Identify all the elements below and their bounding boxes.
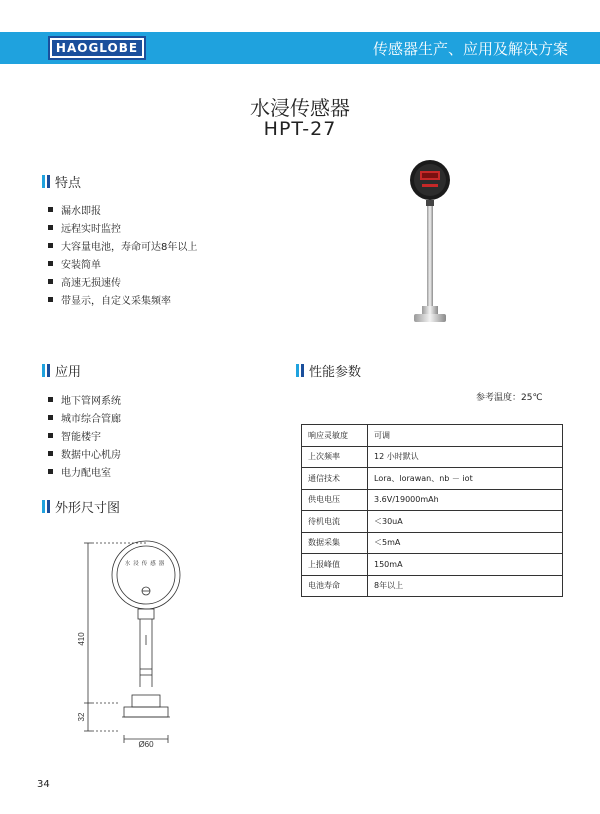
table-row: 数据采集 ＜5mA	[302, 532, 563, 554]
list-item: 城市综合管廊	[48, 408, 121, 426]
dial-text: 水浸传感器	[124, 561, 168, 567]
list-item: 高速无损速传	[48, 272, 197, 290]
brand-logo-text: HAOGLOBE	[52, 40, 142, 56]
product-title: 水浸传感器	[250, 96, 350, 120]
table-row: 响应灵敏度 可调	[302, 425, 563, 447]
list-item: 漏水即报	[48, 200, 197, 218]
list-item: 远程实时监控	[48, 218, 197, 236]
applications-heading-label: 应用	[55, 365, 82, 380]
brand-logo	[48, 36, 146, 60]
features-list	[48, 200, 197, 308]
list-item: 大容量电池，寿命可达8年以上	[48, 236, 197, 254]
table-row: 通信技术 Lora、lorawan、nb － iot	[302, 468, 563, 490]
applications-list	[48, 390, 121, 480]
reference-temperature: 参考温度：25℃	[476, 393, 543, 403]
list-item: 智能楼宇	[48, 426, 121, 444]
table-row: 电池寿命 8年以上	[302, 575, 563, 597]
table-row: 供电电压 3.6V/19000mAh	[302, 489, 563, 511]
list-item: 地下管网系统	[48, 390, 121, 408]
base-dimension-label: 32	[77, 712, 86, 722]
product-model: HPT-27	[263, 118, 337, 140]
table-row: 上次频率 12 小时默认	[302, 446, 563, 468]
features-heading-label: 特点	[55, 176, 82, 191]
performance-heading	[296, 361, 361, 380]
performance-heading-label: 性能参数	[309, 365, 362, 380]
list-item: 数据中心机房	[48, 444, 121, 462]
header-slogan: 传感器生产、应用及解决方案	[372, 40, 568, 58]
list-item: 电力配电室	[48, 462, 121, 480]
performance-table	[301, 424, 563, 597]
dimension-labels	[70, 535, 210, 750]
dimensions-heading-label: 外形尺寸图	[55, 501, 121, 516]
table-row: 待机电流 ＜30uA	[302, 511, 563, 533]
applications-heading	[42, 361, 81, 380]
list-item: 带显示，自定义采集频率	[48, 290, 197, 308]
table-row: 上报峰值 150mA	[302, 554, 563, 576]
dimensions-heading	[42, 497, 120, 516]
height-dimension-label: 410	[77, 632, 86, 646]
features-heading	[42, 172, 81, 191]
diameter-dimension-label: Ø60	[138, 740, 154, 749]
page-number: 34	[37, 779, 50, 790]
product-photo	[400, 158, 464, 328]
list-item: 安装简单	[48, 254, 197, 272]
